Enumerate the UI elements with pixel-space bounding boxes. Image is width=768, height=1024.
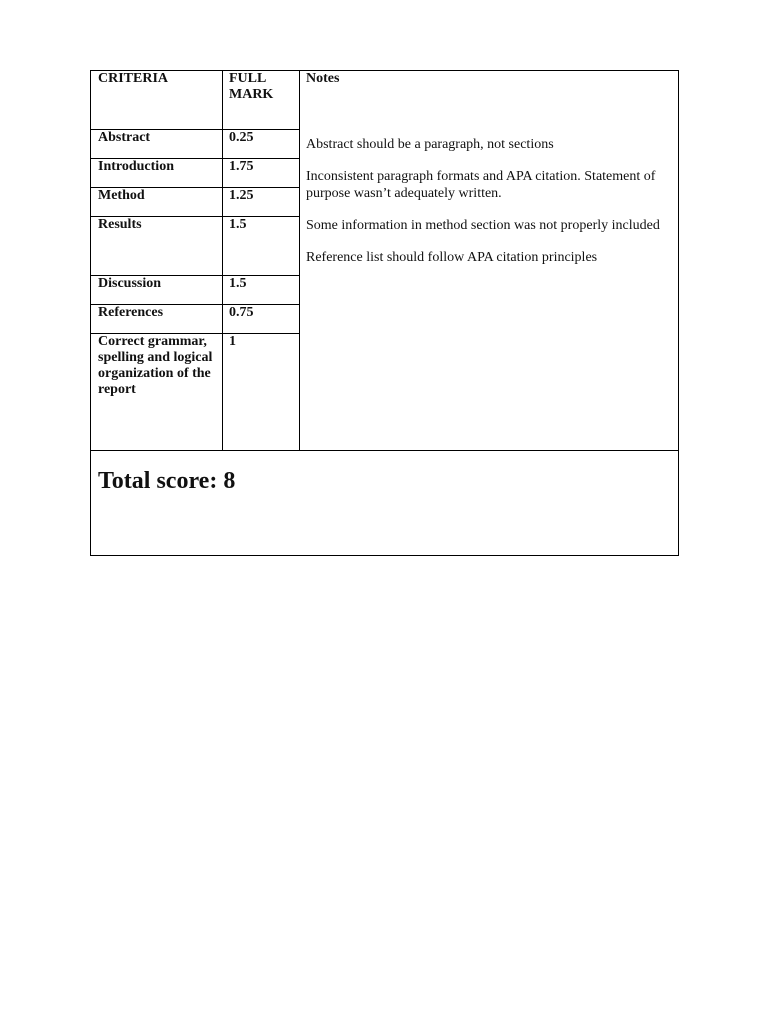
note-references: Reference list should follow APA citation principles [306,250,598,265]
criteria-introduction: Introduction [98,159,174,174]
criteria-grammar: Correct grammar, spelling and logical organization of the report [98,334,213,397]
note-introduction: Inconsistent paragraph formats and APA citation. Statement of purpose wasn’t adequately written. [306,169,656,201]
mark-grammar: 1 [229,334,236,349]
mark-references: 0.75 [229,305,254,320]
criteria-references: References [98,305,164,320]
criteria-method: Method [98,188,145,203]
note-method: Some information in method section was not properly included [306,218,660,233]
mark-results: 1.5 [229,217,247,232]
header-criteria: CRITERIA [98,71,169,86]
header-full-mark: FULL MARK [229,71,274,102]
criteria-discussion: Discussion [98,276,162,291]
criteria-results: Results [98,217,142,232]
mark-introduction: 1.75 [229,159,254,174]
header-notes: Notes [306,71,340,86]
mark-discussion: 1.5 [229,276,247,291]
criteria-abstract: Abstract [98,130,151,145]
total-divider [91,450,678,451]
column-divider-1 [222,71,223,451]
note-abstract: Abstract should be a paragraph, not sections [306,137,554,152]
mark-abstract: 0.25 [229,130,254,145]
total-score: Total score: 8 [98,468,236,494]
rubric-table [90,70,679,556]
column-divider-2 [299,71,300,451]
mark-method: 1.25 [229,188,254,203]
